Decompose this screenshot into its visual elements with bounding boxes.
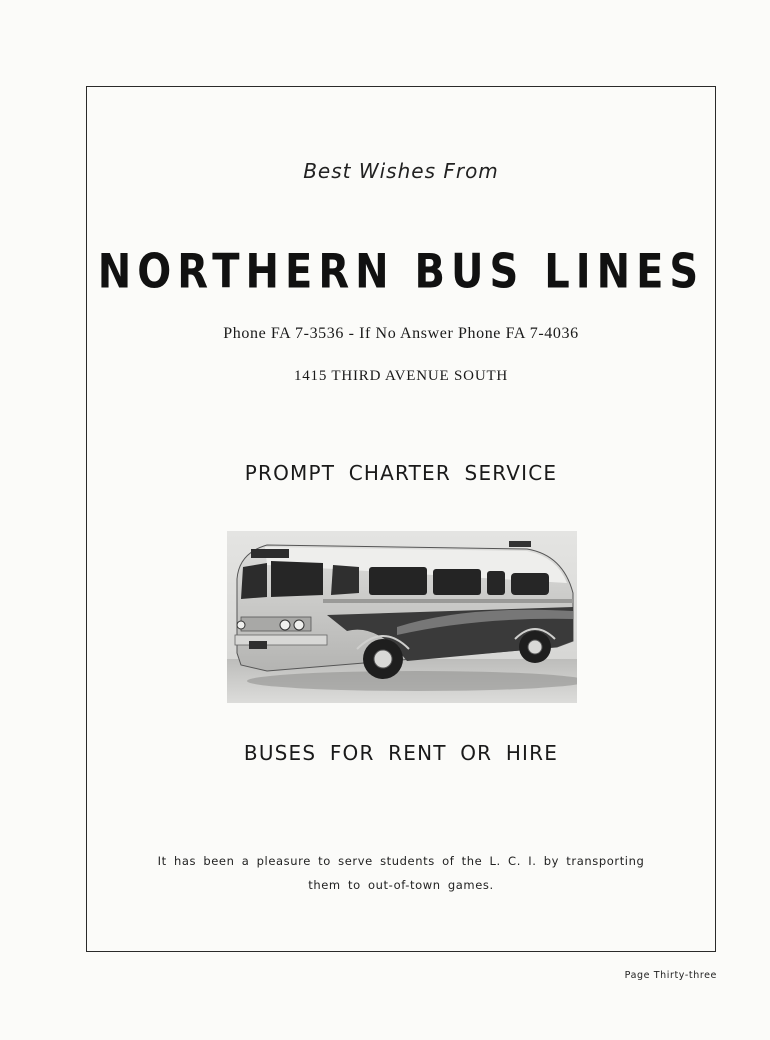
phone-line: Phone FA 7-3536 - If No Answer Phone FA 7-4036 [223,325,579,342]
note-line-1: It has been a pleasure to serve students of the L. C. I. by transporting [157,854,645,868]
address-line: 1415 THIRD AVENUE SOUTH [293,368,509,384]
rent-heading: BUSES FOR RENT OR HIRE [243,741,559,765]
note-line-2: them to out-of-town games. [308,878,494,892]
appreciation-note [87,849,715,897]
bus-photo [227,531,577,703]
page-number: Page Thirty-three [624,970,717,981]
company-name: NORTHERN BUS LINES [97,245,705,300]
advertisement-frame [86,86,716,952]
service-heading: PROMPT CHARTER SERVICE [244,461,558,485]
greeting-text: Best Wishes From [303,159,499,183]
